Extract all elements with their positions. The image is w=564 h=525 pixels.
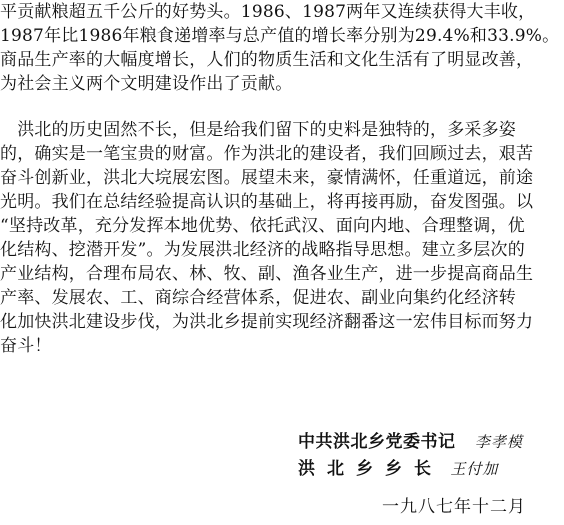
text-line: 1987年比1986年粮食递增率与总产值的增长率分别为29.4%和33.9%。: [0, 26, 560, 46]
township-head-title: 洪北乡乡长: [298, 459, 443, 479]
secretary-name: 李孝模: [474, 433, 523, 451]
text-line: 产业结构，合理布局农、林、牧、副、渔各业生产，进一步提高商品生: [0, 264, 534, 284]
paragraph-outlook: [0, 118, 560, 358]
signature-date-row: [382, 492, 526, 517]
text-line: 商品生产率的大幅度增长，人们的物质生活和文化生活有了明显改善，: [0, 50, 534, 70]
township-head-name: 王付加: [450, 460, 499, 478]
signature-head-row: [298, 454, 498, 479]
text-line: 平贡献粮超五千公斤的好势头。1986、1987两年又连续获得大丰收，: [0, 2, 536, 22]
text-line: 奋斗！: [0, 336, 52, 356]
paragraph-achievements: [0, 0, 560, 96]
text-line: 的，确实是一笔宝贵的财富。作为洪北的建设者，我们回顾过去，艰苦: [0, 144, 534, 164]
text-line: 奋斗创新业，洪北大垸展宏图。展望未来，豪情满怀，任重道远，前途: [0, 168, 534, 188]
text-line: 化加快洪北建设步伐，为洪北乡提前实现经济翻番这一宏伟目标而努力: [0, 312, 534, 332]
text-line: 洪北的历史固然不长，但是给我们留下的史料是独特的，多采多姿: [0, 120, 516, 140]
document-date: 一九八七年十二月: [382, 497, 526, 517]
text-line: 光明。我们在总结经验提高认识的基础上，将再接再励，奋发图强。以: [0, 192, 534, 212]
text-line: 为社会主义两个文明建设作出了贡献。: [0, 74, 293, 94]
signature-secretary-row: [298, 427, 523, 452]
text-line: 化结构、挖潜开发”。为发展洪北经济的战略指导思想。建立多层次的: [0, 240, 525, 260]
text-line: 产率、发展农、工、商综合经营体系，促进农、副业向集约化经济转: [0, 288, 516, 308]
text-line: “坚持改革，充分发挥本地优势、依托武汉、面向内地、合理整调，优: [0, 216, 525, 236]
secretary-title: 中共洪北乡党委书记: [298, 432, 456, 452]
